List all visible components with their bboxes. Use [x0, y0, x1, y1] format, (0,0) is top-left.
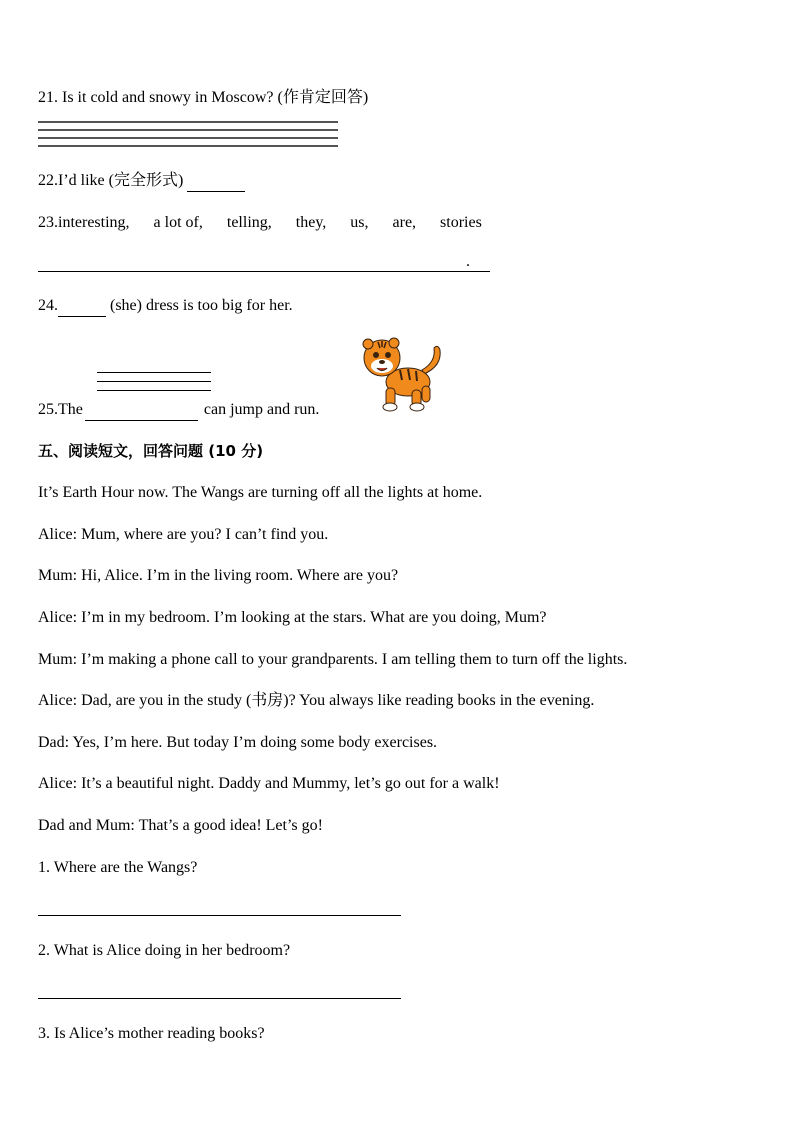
passage-line: Mum: Hi, Alice. I’m in the living room. Where are you?: [38, 567, 399, 584]
question-22-blank[interactable]: [187, 171, 245, 192]
passage-line: Dad and Mum: That’s a good idea! Let’s go!: [38, 817, 323, 834]
question-21: [38, 88, 368, 108]
question-25-blank-lines[interactable]: [97, 372, 211, 399]
question-24-blank[interactable]: [58, 296, 106, 317]
reading-answer-line-1[interactable]: [38, 915, 401, 916]
passage-line: Mum: I’m making a phone call to your grandparents. I am telling them to turn off the lights.: [38, 651, 628, 668]
q23-word: stories: [440, 214, 482, 231]
question-23-number: 23.: [38, 214, 58, 231]
q23-word: are,: [392, 214, 417, 231]
section-5-points: (10 分): [208, 442, 264, 460]
passage-line: Alice: It’s a beautiful night. Daddy and Mummy, let’s go out for a walk!: [38, 775, 500, 792]
question-24-text: (she) dress is too big for her.: [110, 297, 293, 314]
q23-word: telling,: [226, 214, 272, 231]
question-24: [38, 296, 293, 317]
question-22: [38, 171, 245, 192]
reading-answer-line-2[interactable]: [38, 998, 401, 999]
reading-question-2: 2. What is Alice doing in her bedroom?: [38, 942, 291, 959]
q23-word: interesting,: [58, 214, 130, 231]
question-22-text: 22.I’d like (完全形式): [38, 172, 184, 189]
passage-line: Dad: Yes, I’m here. But today I’m doing some body exercises.: [38, 734, 438, 751]
question-21-number: 21: [38, 89, 54, 106]
reading-question-1: 1. Where are the Wangs?: [38, 859, 198, 876]
passage-line: It’s Earth Hour now. The Wangs are turning off all the lights at home.: [38, 484, 483, 501]
q23-word: us,: [350, 214, 369, 231]
question-23-period: .: [466, 253, 470, 270]
question-25: [38, 400, 319, 421]
question-23-answer-line[interactable]: [38, 271, 490, 272]
question-25-before: 25.The: [38, 401, 83, 418]
q23-word: they,: [295, 214, 327, 231]
question-21-answer-lines[interactable]: [38, 121, 338, 153]
question-25-blank[interactable]: [85, 400, 198, 421]
question-25-after: can jump and run.: [203, 401, 320, 418]
question-24-number: 24.: [38, 297, 58, 314]
passage-line: Alice: Dad, are you in the study (书房)? You always like reading books in the evening.: [38, 692, 595, 709]
tiger-icon: [356, 336, 446, 416]
passage-line: Alice: Mum, where are you? I can’t find you.: [38, 526, 329, 543]
q23-word: a lot of,: [153, 214, 203, 231]
section-5-title: 五、阅读短文，回答问题: [38, 442, 204, 460]
reading-question-3: 3. Is Alice’s mother reading books?: [38, 1025, 265, 1042]
question-23: [38, 213, 482, 233]
question-21-text: . Is it cold and snowy in Moscow? (作肯定回答): [54, 89, 369, 106]
section-5-heading: [38, 441, 263, 461]
passage-line: Alice: I’m in my bedroom. I’m looking at the stars. What are you doing, Mum?: [38, 609, 547, 626]
